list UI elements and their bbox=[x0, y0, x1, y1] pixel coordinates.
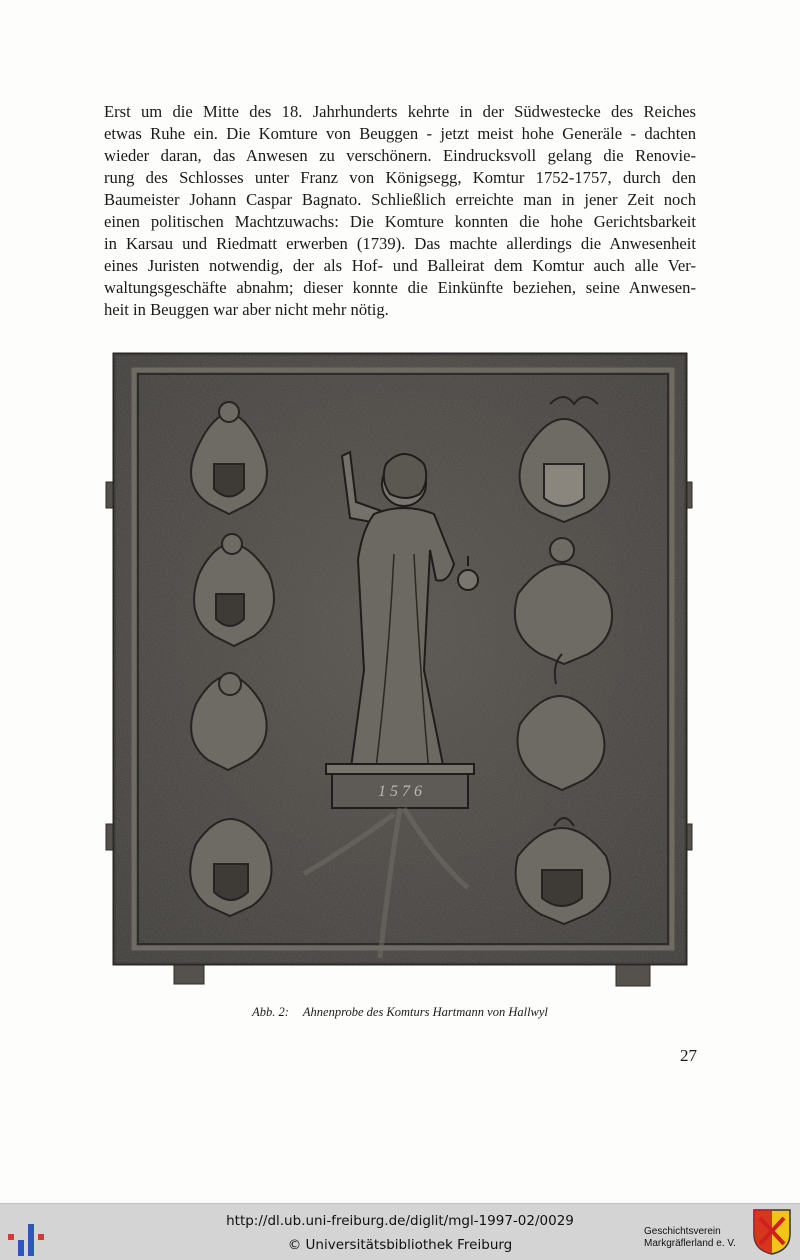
caption-text: Ahnenprobe des Komturs Hartmann von Hallwyl bbox=[302, 1005, 548, 1019]
cast-iron-fireback-photo bbox=[104, 344, 696, 992]
text-line: heit in Beuggen war aber nicht mehr nötig. bbox=[104, 300, 389, 319]
text-line: Erst um die Mitte des 18. Jahrhunderts kehrte in der Südwestecke des Reiches bbox=[104, 102, 696, 121]
text-line: rung des Schlosses unter Franz von Königsegg, Komtur 1752-1757, durch den bbox=[104, 168, 696, 187]
caption-number: Abb. 2: bbox=[252, 1005, 289, 1019]
copyright-text: © Universitätsbibliothek Freiburg bbox=[287, 1237, 513, 1253]
figure-caption bbox=[0, 1005, 800, 1020]
plinth-inscription: 1 5 7 6 bbox=[378, 783, 422, 800]
viewer-footer bbox=[0, 1203, 800, 1260]
text-line: etwas Ruhe ein. Die Komture von Beuggen - jetzt meist hohe Generäle - dachten bbox=[104, 124, 696, 143]
text-line: einen politischen Machtzuwachs: Die Komture konnten die hohe Gerichtsbarkeit bbox=[104, 212, 696, 231]
society-name-line2: Markgräflerland e. V. bbox=[644, 1238, 736, 1249]
text-line: eines Juristen notwendig, der als Hof- und Balleirat dem Komtur auch alle Ver- bbox=[104, 256, 696, 275]
society-name[interactable] bbox=[644, 1226, 748, 1250]
document-url-link[interactable]: http://dl.ub.uni-freiburg.de/diglit/mgl-1997-02/0029 bbox=[226, 1213, 574, 1229]
text-line: Baumeister Johann Caspar Bagnato. Schließlich erreichte man in jener Zeit noch bbox=[104, 190, 696, 209]
society-name-line1: Geschichtsverein bbox=[644, 1226, 721, 1237]
plinth bbox=[326, 764, 474, 808]
page-number: 27 bbox=[680, 1046, 697, 1065]
society-crest-icon[interactable] bbox=[752, 1208, 792, 1256]
text-line: wieder daran, das Anwesen zu verschönern. Eindrucksvoll gelang die Renovie- bbox=[104, 146, 696, 165]
body-paragraph bbox=[104, 101, 696, 321]
text-line: in Karsau und Riedmatt erwerben (1739). Das machte allerdings die Anwesenheit bbox=[104, 234, 696, 253]
text-line: waltungsgeschäfte abnahm; dieser konnte die Einkünfte beziehen, seine Anwesen- bbox=[104, 278, 696, 297]
